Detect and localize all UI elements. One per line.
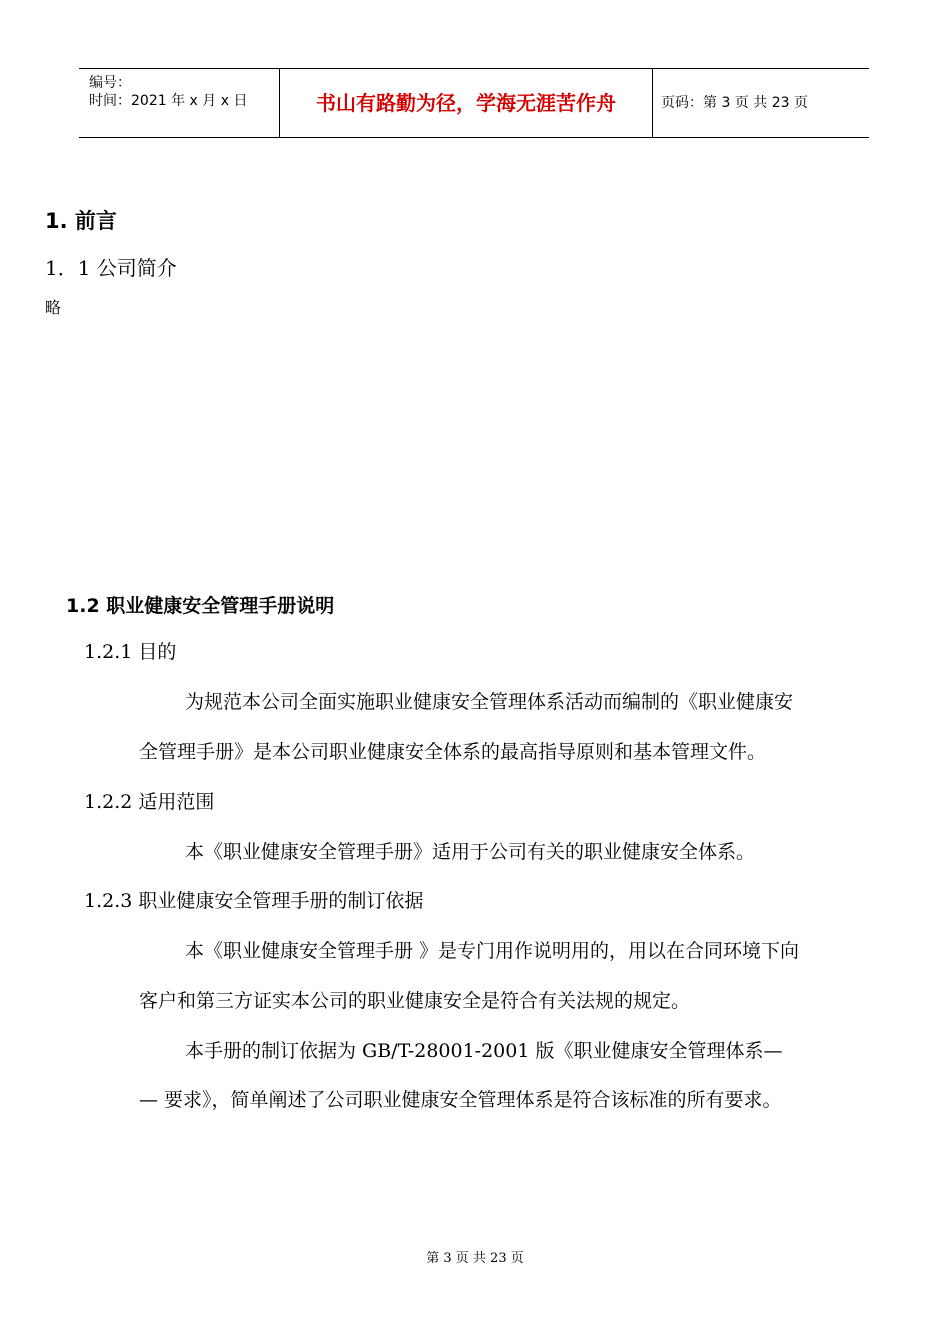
section-heading-1: 1. 前言 (45, 209, 117, 233)
paragraph-standard-line-1: 本手册的制订依据为 GB/T-28001-2001 版《职业健康安全管理体系— (185, 1040, 783, 1062)
section-heading-1-2-1: 1.2.1 目的 (84, 641, 177, 663)
page-footer: 第 3 页 共 23 页 (426, 1251, 524, 1266)
paragraph-scope-line-1: 本《职业健康安全管理手册》适用于公司有关的职业健康安全体系。 (185, 841, 756, 863)
section-1-1-body: 略 (45, 298, 62, 317)
section-heading-1-2: 1.2 职业健康安全管理手册说明 (66, 595, 335, 617)
document-header (79, 68, 869, 138)
header-motto-cell (280, 69, 653, 137)
section-heading-1-2-2: 1.2.2 适用范围 (84, 791, 215, 813)
document-date-label: 时间：2021 年 x 月 x 日 (89, 93, 248, 109)
document-number-label: 编号： (89, 75, 131, 91)
header-page-info: 页码：第 3 页 共 23 页 (661, 95, 808, 111)
header-motto: 书山有路勤为径，学海无涯苦作舟 (316, 91, 616, 115)
paragraph-purpose-line-2: 全管理手册》是本公司职业健康安全体系的最高指导原则和基本管理文件。 (139, 741, 767, 763)
paragraph-standard-line-2: — 要求》，简单阐述了公司职业健康安全管理体系是符合该标准的所有要求。 (139, 1089, 782, 1111)
header-meta-cell (79, 69, 280, 137)
section-heading-1-2-3: 1.2.3 职业健康安全管理手册的制订依据 (84, 890, 424, 912)
paragraph-basis-line-1: 本《职业健康安全管理手册 》是专门用作说明用的，用以在合同环境下向 (185, 940, 800, 962)
section-heading-1-1: 1．1 公司简介 (45, 256, 177, 280)
paragraph-purpose-line-1: 为规范本公司全面实施职业健康安全管理体系活动而编制的《职业健康安 (185, 691, 794, 713)
header-page-cell (653, 69, 869, 137)
paragraph-basis-line-2: 客户和第三方证实本公司的职业健康安全是符合有关法规的规定。 (139, 990, 691, 1012)
